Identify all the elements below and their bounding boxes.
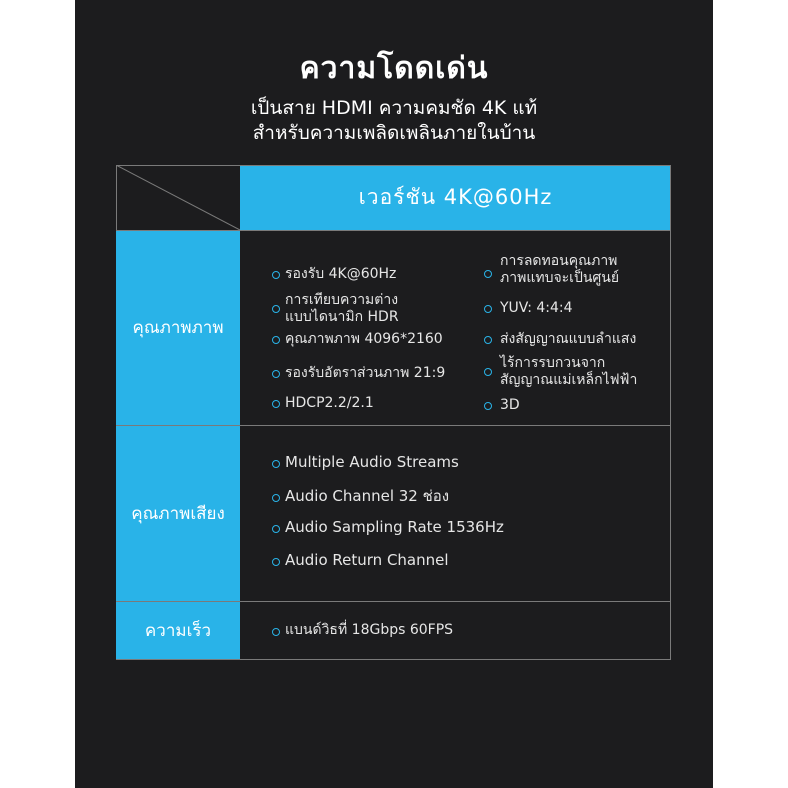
- bullet-icon: [272, 370, 280, 378]
- bullet-icon: [484, 402, 492, 410]
- feature-item: แบนด์วิธที่ 18Gbps 60FPS: [285, 622, 454, 638]
- grid-line: [116, 230, 671, 231]
- feature-item: การเทียบความต่าง แบบไดนามิก HDR: [285, 292, 399, 325]
- bullet-icon: [484, 305, 492, 313]
- page-title: ความโดดเด่น: [299, 51, 489, 86]
- table-header-version: เวอร์ชัน 4K@60Hz: [240, 165, 671, 230]
- bullet-icon: [272, 336, 280, 344]
- bullet-icon: [484, 270, 492, 278]
- feature-item: รองรับ 4K@60Hz: [285, 266, 397, 282]
- grid-line-bottom: [116, 659, 671, 660]
- subtitle-line-2: สำหรับความเพลิดเพลินภายในบ้าน: [252, 122, 536, 144]
- row-label-speed: ความเร็ว: [116, 601, 240, 660]
- feature-item: รองรับอัตราส่วนภาพ 21:9: [285, 365, 446, 381]
- feature-item: Audio Return Channel: [285, 551, 449, 569]
- bullet-icon: [272, 305, 280, 313]
- feature-item: ไร้การรบกวนจาก สัญญาณแม่เหล็กไฟฟ้า: [500, 355, 638, 388]
- feature-table: [116, 165, 671, 660]
- feature-item: ส่งสัญญาณแบบลำแสง: [500, 331, 637, 347]
- bullet-icon: [484, 368, 492, 376]
- feature-item: Audio Sampling Rate 1536Hz: [285, 518, 504, 536]
- bullet-icon: [272, 460, 280, 468]
- bullet-icon: [272, 400, 280, 408]
- feature-item: การลดทอนคุณภาพ ภาพแทบจะเป็นศูนย์: [500, 253, 620, 286]
- grid-line: [116, 425, 671, 426]
- feature-item: YUV: 4:4:4: [500, 300, 573, 316]
- feature-item: Audio Channel 32 ช่อง: [285, 487, 450, 505]
- bullet-icon: [272, 271, 280, 279]
- grid-line-top: [116, 165, 671, 166]
- grid-line-right: [670, 165, 671, 660]
- subtitle-line-1: เป็นสาย HDMI ความคมชัด 4K แท้: [250, 97, 538, 119]
- row-label-audio-quality: คุณภาพเสียง: [116, 425, 240, 601]
- corner-diagonal: [116, 165, 240, 230]
- feature-item: คุณภาพภาพ 4096*2160: [285, 331, 443, 347]
- bullet-icon: [272, 558, 280, 566]
- grid-line: [116, 601, 671, 602]
- grid-line-left: [116, 165, 117, 230]
- bullet-icon: [272, 628, 280, 636]
- feature-item: HDCP2.2/2.1: [285, 395, 374, 411]
- feature-item: Multiple Audio Streams: [285, 453, 459, 471]
- feature-item: 3D: [500, 397, 520, 413]
- bullet-icon: [484, 336, 492, 344]
- row-label-image-quality: คุณภาพภาพ: [116, 230, 240, 425]
- bullet-icon: [272, 525, 280, 533]
- bullet-icon: [272, 494, 280, 502]
